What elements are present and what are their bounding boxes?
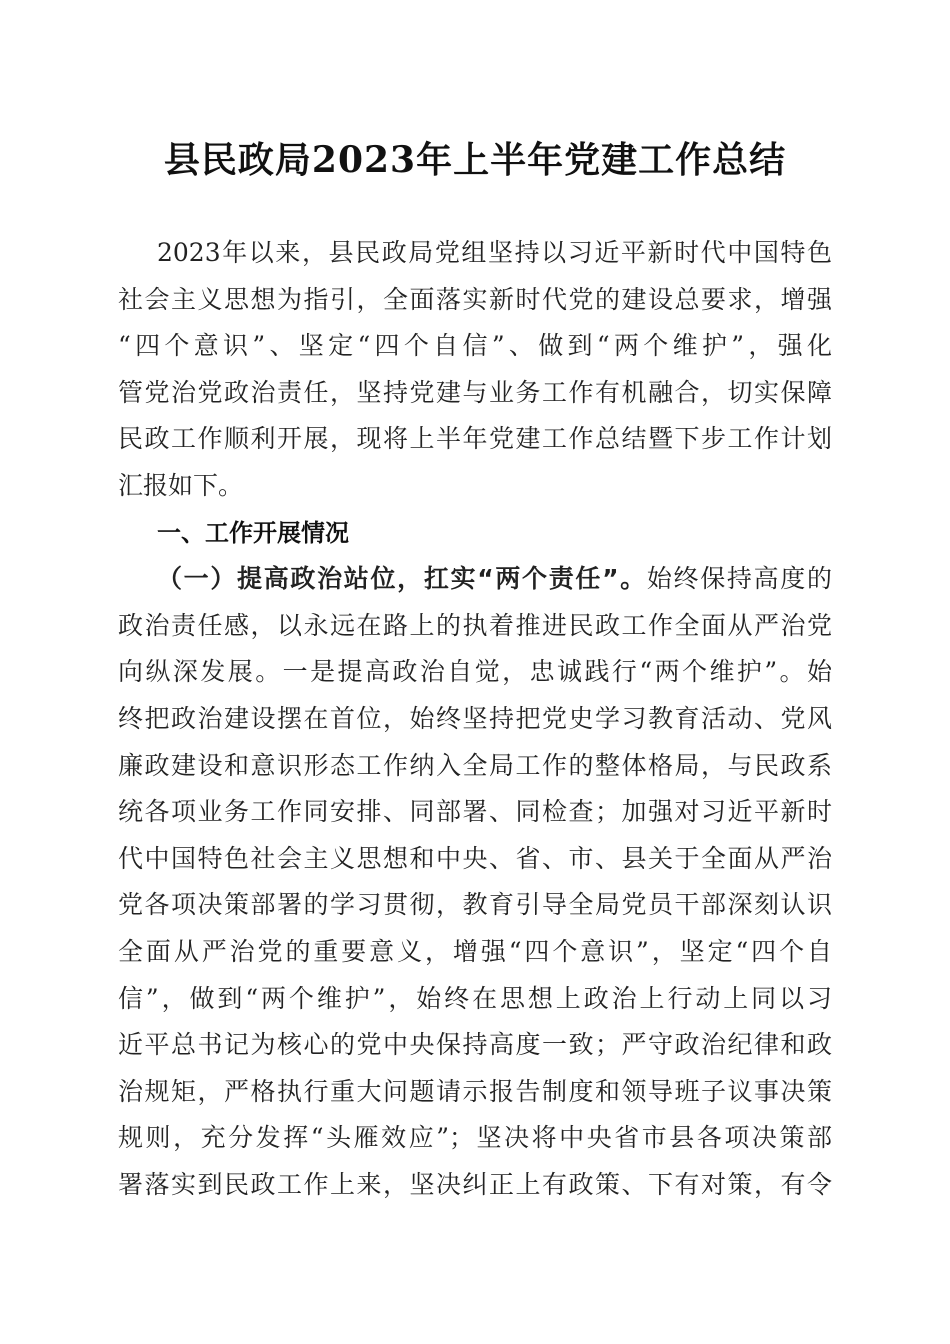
body-line: 党各项决策部署的学习贯彻，教育引导全局党员干部深刻认识 [118, 890, 832, 920]
body-line: 统各项业务工作同安排、同部署、同检查；加强对习近平新时 [118, 797, 832, 827]
document-body [118, 230, 832, 1208]
body-line: 向纵深发展。一是提高政治自觉，忠诚践行“两个维护”。始 [118, 657, 832, 687]
body-line: 政治责任感，以永远在路上的执着推进民政工作全面从严治党 [118, 610, 832, 640]
intro-line: 管党治党政治责任，坚持党建与业务工作有机融合，切实保障 [118, 377, 832, 407]
body-line: 近平总书记为核心的党中央保持高度一致；严守政治纪律和政 [118, 1030, 832, 1060]
section-heading: 一、工作开展情况 [157, 518, 349, 547]
body-line: 终把政治建设摆在首位，始终坚持把党史学习教育活动、党风 [118, 703, 832, 733]
subsection-heading: （一）提高政治站位，扛实“两个责任”。 [157, 564, 647, 594]
intro-line: 民政工作顺利开展，现将上半年党建工作总结暨下步工作计划 [118, 424, 832, 454]
intro-line: 社会主义思想为指引，全面落实新时代党的建设总要求，增强 [118, 284, 832, 314]
body-line: 全面从严治党的重要意义，增强“四个意识”，坚定“四个自 [118, 936, 832, 966]
body-line: 署落实到民政工作上来，坚决纠正上有政策、下有对策，有令 [118, 1169, 832, 1199]
body-line: 廉政建设和意识形态工作纳入全局工作的整体格局，与民政系 [118, 750, 832, 780]
subsection-first-line-text: 始终保持高度的 [646, 564, 832, 594]
subsection-first-line [118, 556, 832, 603]
body-line: 规则，充分发挥“头雁效应”；坚决将中央省市县各项决策部 [118, 1123, 832, 1153]
intro-line: 2023年以来，县民政局党组坚持以习近平新时代中国特色 [157, 238, 832, 267]
body-line: 代中国特色社会主义思想和中央、省、市、县关于全面从严治 [118, 843, 832, 873]
body-line: 治规矩，严格执行重大问题请示报告制度和领导班子议事决策 [118, 1076, 832, 1106]
intro-line: “四个意识”、坚定“四个自信”、做到“两个维护”，强化 [118, 331, 832, 361]
body-line: 信”，做到“两个维护”，始终在思想上政治上行动上同以习 [118, 983, 832, 1013]
intro-line: 汇报如下。 [118, 470, 244, 500]
document-title: 县民政局2023年上半年党建工作总结 [163, 139, 787, 181]
